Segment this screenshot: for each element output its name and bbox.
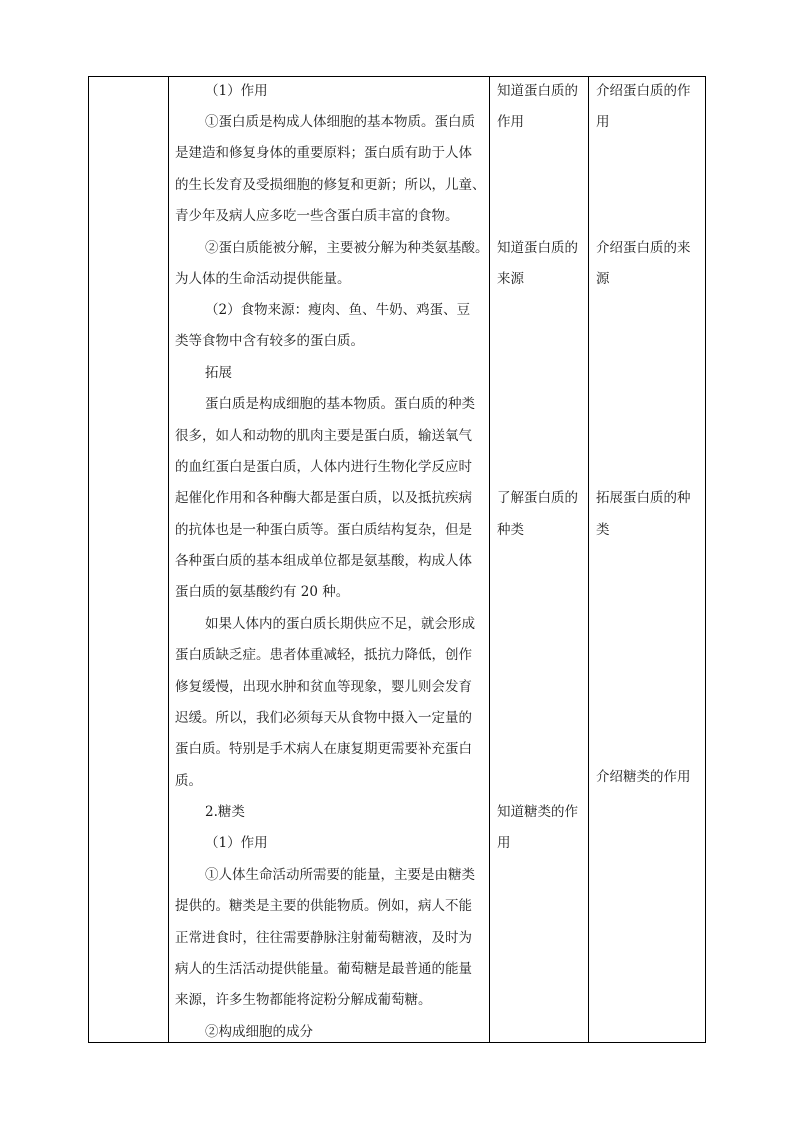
objective-line: 知道糖类的作	[497, 804, 578, 820]
content-line: 质。	[175, 773, 202, 789]
content-line: 提供的。糖类是主要的供能物质。例如，病人不能	[175, 898, 472, 914]
objective-line: 知道蛋白质的	[497, 83, 578, 99]
content-line: 的抗体也是一种蛋白质等。蛋白质结构复杂，但是	[175, 522, 472, 538]
content-line: （1）作用	[205, 835, 268, 851]
content-line: ②蛋白质能被分解，主要被分解为种类氨基酸。	[205, 240, 489, 256]
content-line: 蛋白质是构成细胞的基本物质。蛋白质的种类	[205, 396, 475, 412]
content-line: 迟缓。所以，我们必须每天从食物中摄入一定量的	[175, 710, 472, 726]
content-line: 很多，如人和动物的肌肉主要是蛋白质，输送氧气	[175, 428, 472, 444]
content-line: 拓展	[205, 365, 232, 381]
content-line: ①人体生命活动所需要的能量，主要是由糖类	[205, 867, 475, 883]
content-line: 的血红蛋白是蛋白质，人体内进行生物化学反应时	[175, 459, 472, 475]
content-line: 蛋白质。特别是手术病人在康复期更需要补充蛋白	[175, 741, 472, 757]
content-line: 蛋白质缺乏症。患者体重减轻，抵抗力降低，创作	[175, 647, 472, 663]
intent-line: 用	[596, 114, 610, 130]
content-line: 修复缓慢，出现水肿和贫血等现象，婴儿则会发育	[175, 679, 472, 695]
intent-line: 源	[596, 271, 610, 287]
objective-line: 作用	[497, 114, 524, 130]
content-line: 为人体的生命活动提供能量。	[175, 271, 351, 287]
content-line: 类等食物中含有较多的蛋白质。	[175, 333, 364, 349]
lesson-table	[88, 76, 706, 1043]
column-divider-1	[168, 77, 169, 1042]
intent-line: 介绍蛋白质的来	[596, 240, 691, 256]
intent-line: 类	[596, 522, 610, 538]
intent-line: 介绍蛋白质的作	[596, 83, 691, 99]
objective-line: 用	[497, 835, 511, 851]
objective-line: 种类	[497, 522, 524, 538]
content-line: 各种蛋白质的基本组成单位都是氨基酸，构成人体	[175, 553, 472, 569]
column-divider-3	[588, 77, 589, 1042]
content-line: 青少年及病人应多吃一些含蛋白质丰富的食物。	[175, 208, 459, 224]
content-line: 的生长发育及受损细胞的修复和更新；所以，儿童、	[175, 177, 486, 193]
content-line: 2.糖类	[205, 804, 245, 820]
objective-line: 知道蛋白质的	[497, 240, 578, 256]
content-line: 是建造和修复身体的重要原料；蛋白质有助于人体	[175, 145, 472, 161]
column-divider-2	[489, 77, 490, 1042]
content-line: （2）食物来源：瘦肉、鱼、牛奶、鸡蛋、豆	[205, 302, 471, 318]
intent-line: 介绍糖类的作用	[596, 769, 691, 785]
content-line: 如果人体内的蛋白质长期供应不足，就会形成	[205, 616, 475, 632]
content-line: ②构成细胞的成分	[205, 1024, 313, 1040]
content-line: 起催化作用和各种酶大都是蛋白质，以及抵抗疾病	[175, 490, 472, 506]
intent-line: 拓展蛋白质的种	[596, 490, 691, 506]
content-line: 病人的生活活动提供能量。葡萄糖是最普通的能量	[175, 961, 472, 977]
content-line: 蛋白质的氨基酸约有 20 种。	[175, 584, 350, 600]
content-line: 正常进食时，往往需要静脉注射葡萄糖液，及时为	[175, 930, 472, 946]
objective-line: 了解蛋白质的	[497, 490, 578, 506]
content-line: （1）作用	[205, 83, 268, 99]
objective-line: 来源	[497, 271, 524, 287]
content-line: ①蛋白质是构成人体细胞的基本物质。蛋白质	[205, 114, 475, 130]
content-line: 来源，许多生物都能将淀粉分解成葡萄糖。	[175, 992, 432, 1008]
